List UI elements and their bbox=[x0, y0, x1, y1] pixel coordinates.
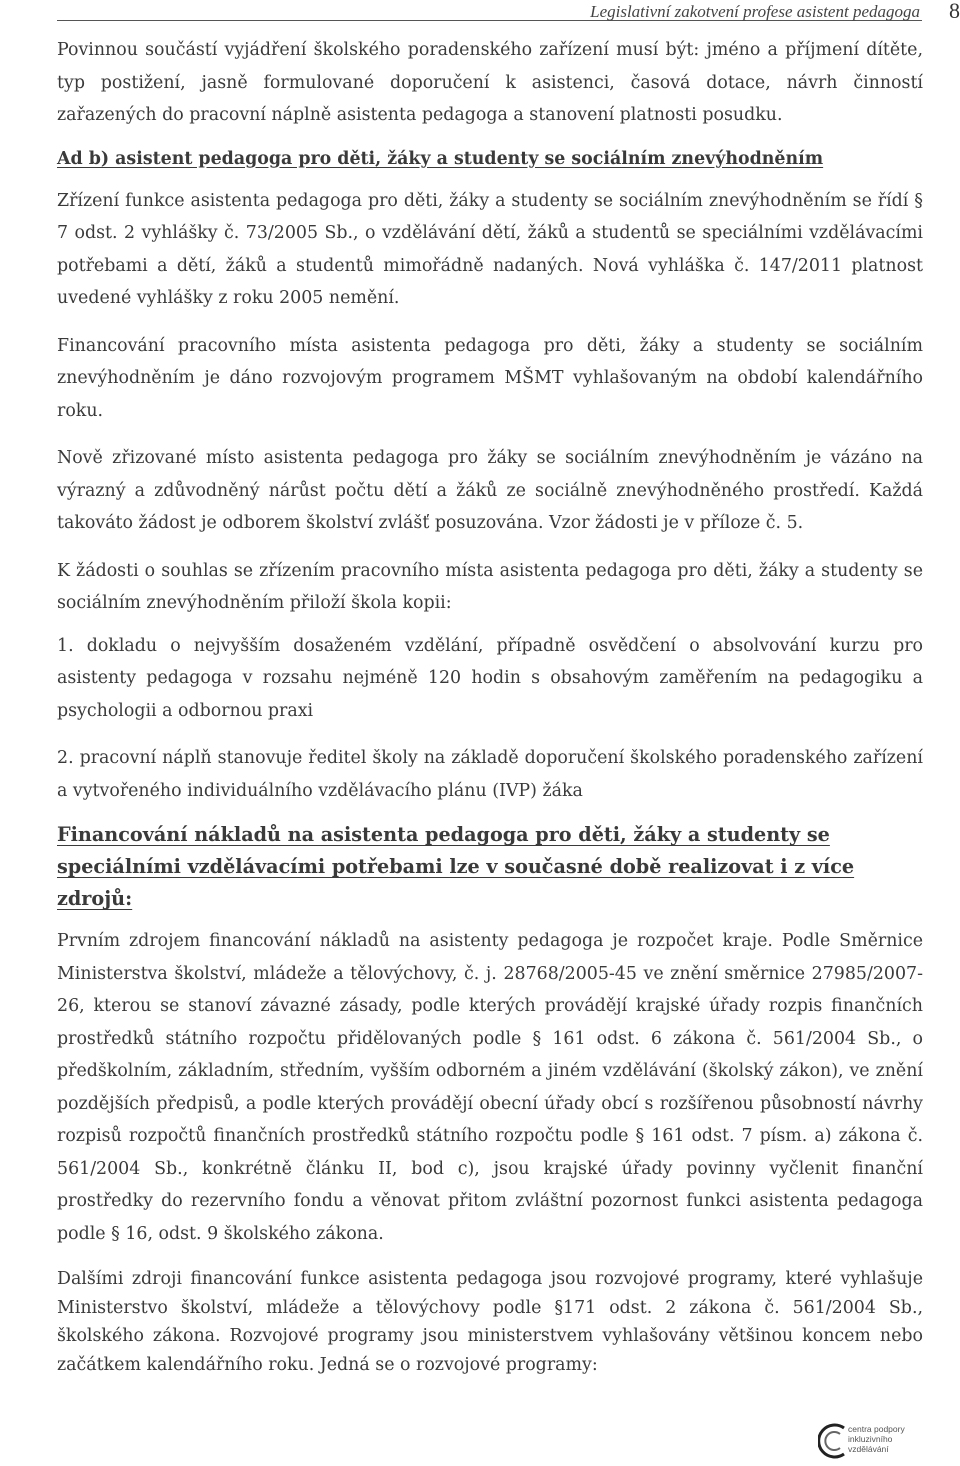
running-title: Legislativní zakotvení profese asistent pedagoga bbox=[590, 2, 920, 21]
paragraph-zrizeni: Zřízení funkce asistenta pedagoga pro děti, žáky a studenty se sociálním znevýhodněním se řídí § 7 odst. 2 vyhlášky č. 73/2005 Sb., o vzdělávání dětí, žáků a studentů se speciálními vzdělávacími potřebami a dětí, žáků a studentů mimořádně nadaných. Nová vyhláška č. 147/2011 platnost uvedené vyhlášky z roku 2005 nemění. bbox=[57, 190, 923, 308]
page-number: 8 bbox=[949, 0, 960, 23]
list-item-doklad: 1. dokladu o nejvyšším dosaženém vzdělání, případně osvědčení o absolvování kurzu pro asistenty pedagoga v rozsahu nejméně 120 hodin s obsahovým zaměřením na pedagogiku a psychologii a odbornou praxi bbox=[57, 635, 923, 721]
footer-logo bbox=[818, 1420, 928, 1460]
paragraph-posudek: Povinnou součástí vyjádření školského poradenského zařízení musí být: jméno a příjmení dítěte, typ postižení, jasně formulované doporučení k asistenci, časová dotace, návrh činností zařazených do pracovní náplně asistenta pedagoga a stanovení platnosti posudku. bbox=[57, 40, 923, 125]
paragraph-nove-misto: Nově zřizované místo asistenta pedagoga pro žáky se sociálním znevýhodněním je vázáno na výrazný a zdůvodněný nárůst počtu dětí a žáků ze sociálně znevýhodněného prostředí. Každá takováto žádost je odborem školství zvlášť posuzována. Vzor žádosti je v příloze č. 5. bbox=[57, 448, 923, 533]
list-item-napln: 2. pracovní náplň stanovuje ředitel školy na základě doporučení školského poradenského zařízení a vytvořeného individuálního vzdělávacího plánu (IVP) žáka bbox=[57, 748, 923, 801]
paragraph-rozpocet-kraje: Prvním zdrojem financování nákladů na asistenty pedagoga je rozpočet kraje. Podle Směrnice Ministerstva školství, mládeže a tělovýchovy, č. j. 28768/2005-45 ve znění směrnice 27985/2007-26, kterou se stanoví závazné zásady, podle kterých provádějí krajské úřady rozpis finančních prostředků státního rozpočtu přidělovaných podle § 161 odst. 6 zákona č. 561/2004 Sb., o předškolním, základním, středním, vyšším odborném a jiném vzdělávání (školský zákon), ve znění pozdějších předpisů, a podle kterých provádějí obecní úřady obcí s rozšířenou působností návrhy rozpisů rozpočtů finančních prostředků státního rozpočtu podle § 161 odst. 7 písm. a) zákona č. 561/2004 Sb., konkrétně článku II, bod c), jsou krajské úřady povinny vyčlenit finanční prostředky do rezervního fondu a věnovat přitom zvláštní pozornost funkci asistenta pedagoga podle § 16, odst. 9 školského zákona. bbox=[57, 931, 923, 1244]
section-heading-social: Ad b) asistent pedagoga pro děti, žáky a studenty se sociálním znevýhodněním bbox=[57, 148, 824, 169]
logo-line-1: centra podpory bbox=[848, 1424, 905, 1434]
paragraph-zadost: K žádosti o souhlas se zřízením pracovního místa asistenta pedagoga pro děti, žáky a studenty se sociálním znevýhodněním přiloží škola kopii: bbox=[57, 560, 923, 613]
logo-mark-icon bbox=[818, 1420, 848, 1460]
page-body bbox=[57, 34, 923, 1379]
logo-text bbox=[848, 1424, 928, 1454]
logo-line-2: inkluzivního vzdělávání bbox=[848, 1434, 893, 1454]
paragraph-rozvojove-programy: Dalšími zdroji financování funkce asistenta pedagoga jsou rozvojové programy, které vyhlašuje Ministerstvo školství, mládeže a tělovýchovy podle §171 odst. 2 zákona č. 561/2004 Sb., školského zákona. Rozvojové programy jsou ministerstvem vyhlašovány většinou koncem nebo začátkem kalendářního roku. Jedná se o rozvojové programy: bbox=[57, 1269, 923, 1375]
section-heading-financing: Financování nákladů na asistenta pedagoga pro děti, žáky a studenty se speciálními vzdělávacími potřebami lze v současné době realizovat i z více zdrojů: bbox=[57, 823, 855, 910]
paragraph-financovani-mista: Financování pracovního místa asistenta pedagoga pro děti, žáky a studenty se sociálním znevýhodněním je dáno rozvojovým programem MŠMT vyhlašovaným na období kalendářního roku. bbox=[57, 335, 923, 421]
